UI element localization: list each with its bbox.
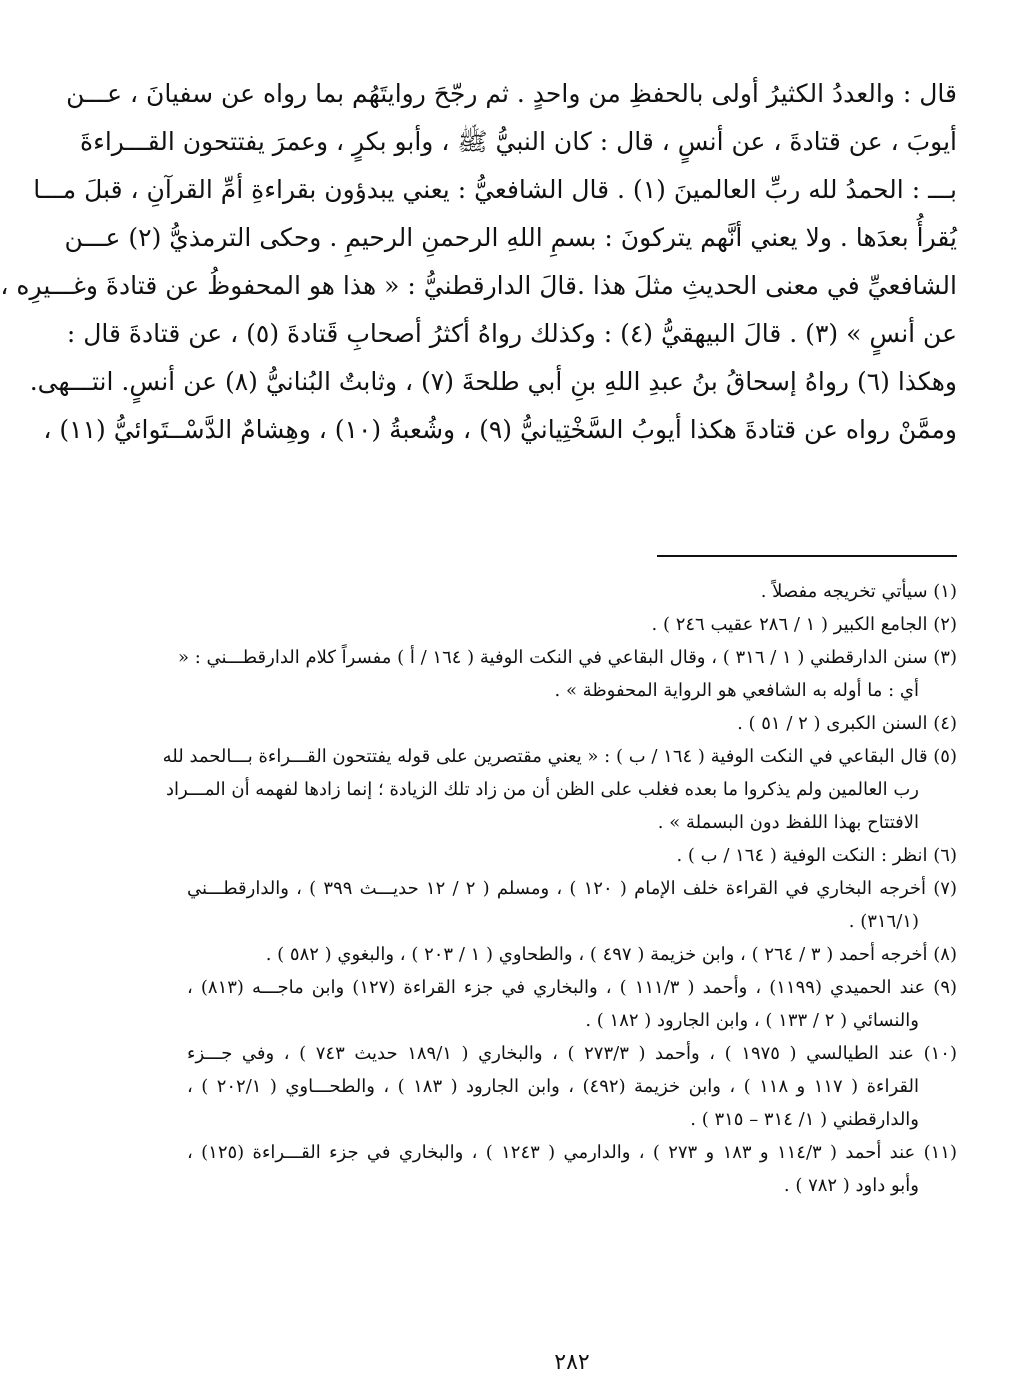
footnote-line: والنسائي ( ٢ / ١٣٣ ) ، وابن الجارود ( ١٨٢ ) . bbox=[585, 1010, 919, 1031]
footnote-line: (٣١٦/١) . bbox=[848, 911, 919, 932]
main-text-line: قال : والعددُ الكثيرُ أولى بالحفظِ من واحدٍ . ثم رجّحَ روايتَهُم بما رواه عن سفيانَ ، عـــن bbox=[66, 79, 957, 108]
footnote-line: القراءة ( ١١٧ و ١١٨ ) ، وابن خزيمة (٤٩٢) ، وابن الجارود ( ١٨٣ ) ، والطحـــاوي ( ٢٠٢/١ ) ، bbox=[187, 1076, 920, 1097]
footnote-6 bbox=[187, 839, 957, 872]
main-text-line: يُقرأُ بعدَها . ولا يعني أنَّهم يتركونَ : بسمِ اللهِ الرحمنِ الرحيمِ . وحكى الترمذيُّ (٢) عـــن bbox=[64, 223, 957, 252]
footnote-3 bbox=[178, 641, 957, 707]
footnote-line: (٩) عند الحميدي (١١٩٩) ، وأحمد ( ١١١/٣ ) ، والبخاري في جزء القراءة (١٢٧) وابن ماجـــه (٨١٣) ، bbox=[187, 977, 958, 998]
footnote-line: (١) سيأتي تخريجه مفصلاً . bbox=[760, 581, 957, 602]
footnote-line: (٧) أخرجه البخاري في القراءة خلف الإمام ( ١٢٠ ) ، ومسلم ( ٢ / ١٢ حديـــث ٣٩٩ ) ، والدارقطـــني bbox=[187, 878, 957, 899]
footnote-10 bbox=[187, 1037, 957, 1136]
footnote-line: (٢) الجامع الكبير ( ١ / ٢٨٦ عقيب ٢٤٦ ) . bbox=[651, 614, 957, 635]
footnote-4 bbox=[187, 707, 957, 740]
main-text-line: وهكذا (٦) رواهُ إسحاقُ بنُ عبدِ اللهِ بنِ أبي طلحةَ (٧) ، وثابتٌ البُنانيُّ (٨) عن أنسٍ. انتـــهى. bbox=[29, 367, 957, 396]
footnote-line: (٣) سنن الدارقطني ( ١ / ٣١٦ ) ، وقال البقاعي في النكت الوفية ( ١٦٤ / أ ) مفسراً كلام الدارقطـــني : « bbox=[178, 647, 957, 668]
footnote-line: (٥) قال البقاعي في النكت الوفية ( ١٦٤ / ب ) : « يعني مقتصرين على قوله يفتتحون القـــراءة بـــالحمد لله bbox=[162, 746, 957, 767]
page-number: ٢٨٢ bbox=[554, 1350, 590, 1375]
main-text-line: عن أنسٍ » (٣) . قالَ البيهقيُّ (٤) : وكذلك رواهُ أكثرُ أصحابِ قَتادةَ (٥) ، عن قتادةَ قال : bbox=[66, 319, 957, 348]
footnotes bbox=[162, 575, 958, 1202]
book-page bbox=[0, 70, 958, 1375]
footnote-line: الافتتاح بهذا اللفظ دون البسملة » . bbox=[657, 812, 919, 833]
footnote-5 bbox=[162, 740, 957, 839]
main-text-line: الشافعيِّ في معنى الحديثِ مثلَ هذا .قالَ الدارقطنيُّ : « هذا هو المحفوظُ عن قتادةَ وغـــيرِه ، bbox=[0, 271, 957, 300]
footnote-11 bbox=[187, 1136, 957, 1202]
footnote-line: أي : ما أوله به الشافعي هو الرواية المحفوظة » . bbox=[554, 680, 919, 701]
main-text-line: وممَّنْ رواه عن قتادةَ هكذا أيوبُ السَّخْتِيانيُّ (٩) ، وشُعبةُ (١٠) ، وهِشامٌ الدَّسْــتَوائيُّ (١١) ، bbox=[43, 415, 957, 444]
footnote-8 bbox=[187, 938, 957, 971]
main-text bbox=[0, 70, 957, 454]
main-text-line: بـــ : الحمدُ لله ربِّ العالمينَ (١) . قال الشافعيُّ : يعني يبدؤون بقراءةِ أمِّ القرآنِ ، قبلَ مـــا bbox=[33, 175, 957, 204]
footnote-separator bbox=[657, 555, 957, 557]
footnote-line: (٦) انظر : النكت الوفية ( ١٦٤ / ب ) . bbox=[676, 845, 957, 866]
footnote-line: (١١) عند أحمد ( ١١٤/٣ و ١٨٣ و ٢٧٣ ) ، والدارمي ( ١٢٤٣ ) ، والبخاري في جزء القـــراءة (١٢٥) ، bbox=[187, 1142, 957, 1163]
footnote-line: (١٠) عند الطيالسي ( ١٩٧٥ ) ، وأحمد ( ٢٧٣/٣ ) ، والبخاري ( ١٨٩/١ حديث ٧٤٣ ) ، وفي جـــزء bbox=[187, 1043, 957, 1064]
footnote-line: (٨) أخرجه أحمد ( ٣ / ٢٦٤ ) ، وابن خزيمة ( ٤٩٧ ) ، والطحاوي ( ١ / ٢٠٣ ) ، والبغوي ( ٥٨٢ ) . bbox=[265, 944, 957, 965]
footnote-line: والدارقطني ( ١/ ٣١٤ – ٣١٥ ) . bbox=[690, 1109, 919, 1130]
footnote-1 bbox=[187, 575, 957, 608]
footnote-line: وأبو داود ( ٧٨٢ ) . bbox=[783, 1175, 919, 1196]
footnote-line: (٤) السنن الكبرى ( ٢ / ٥١ ) . bbox=[737, 713, 957, 734]
main-text-line: أيوبَ ، عن قتادةَ ، عن أنسٍ ، قال : كان النبيُّ ﷺ ، وأبو بكرٍ ، وعمرَ يفتتحون القـــراءةَ bbox=[80, 127, 957, 156]
footnote-7 bbox=[187, 872, 957, 938]
footnote-9 bbox=[187, 971, 957, 1037]
footnote-2 bbox=[187, 608, 957, 641]
footnote-line: رب العالمين ولم يذكروا ما بعده فغلب على الظن أن من زاد تلك الزيادة ؛ إنما زادها لفهمه أن المـــراد bbox=[165, 779, 919, 800]
